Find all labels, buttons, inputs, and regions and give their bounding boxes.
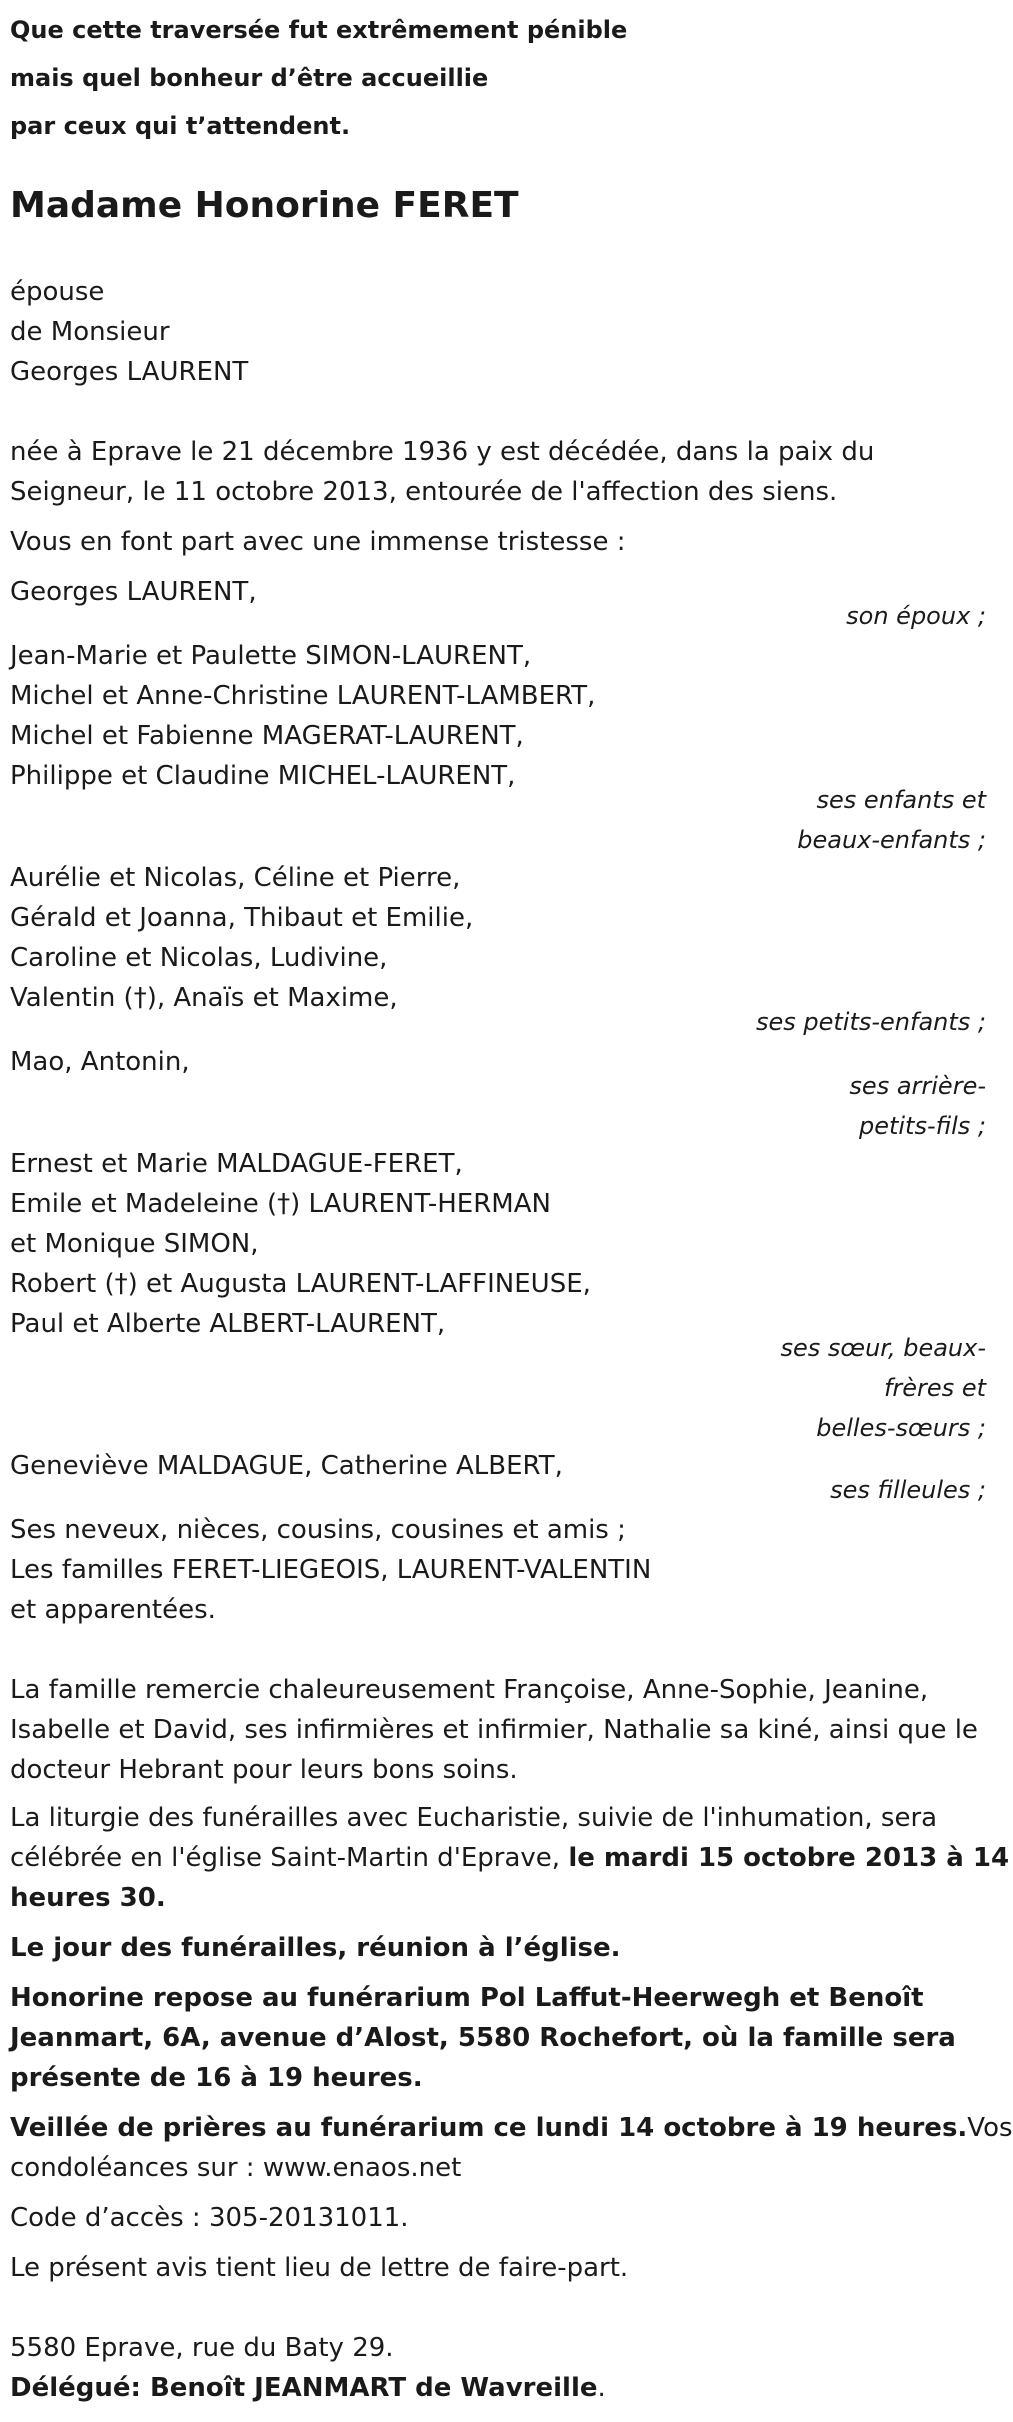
others-line: Ses neveux, nièces, cousins, cousines et amis ; [10,1515,626,1545]
children-role: ses enfants et [816,786,986,814]
grandchild-line: Caroline et Nicolas, Ludivine, [10,943,388,973]
spouse-line: épouse [10,277,105,307]
liturgy-place: célébrée en l'église Saint-Martin d'Eprave, [10,1843,569,1873]
child-line: Michel et Fabienne MAGERAT-LAURENT, [10,721,524,751]
goddaughters-role: ses filleules ; [830,1476,986,1504]
child-line: Jean-Marie et Paulette SIMON-LAURENT, [10,641,532,671]
quote-line: mais quel bonheur d’être accueillie [10,64,489,92]
delegate [10,2368,606,2408]
funerarium-line: Honorine repose au funérarium Pol Laffut-Heerwegh et Benoît [10,1983,924,2013]
spouse-name: Georges LAURENT, [10,577,257,607]
spouse-role: son époux ; [846,602,986,630]
thanks-line: Isabelle et David, ses infirmières et infirmier, Nathalie sa kiné, ainsi que le [10,1715,978,1745]
liturgy-date: le mardi 15 octobre 2013 à 14 [568,1843,1010,1873]
condolences-website: condoléances sur : www.enaos.net [10,2153,462,2183]
children-role: beaux-enfants ; [797,826,986,854]
liturgy-line [10,1838,1009,1878]
goddaughters: Geneviève MALDAGUE, Catherine ALBERT, [10,1451,563,1481]
thanks-line: La famille remercie chaleureusement Françoise, Anne-Sophie, Jeanine, [10,1675,929,1705]
delegate-name: Délégué: Benoît JEANMART de Wavreille [10,2373,598,2403]
spouse-line: Georges LAURENT [10,357,249,387]
child-line: Philippe et Claudine MICHEL-LAURENT, [10,761,516,791]
grandchild-line: Valentin (†), Anaïs et Maxime, [10,983,398,1013]
opening-quote [10,6,627,150]
quote-line: par ceux qui t’attendent. [10,112,351,140]
notice: Le présent avis tient lieu de lettre de faire-part. [10,2253,629,2283]
address: 5580 Eprave, rue du Baty 29. [10,2333,394,2363]
spouse-line: de Monsieur [10,317,170,347]
great-grandchildren-role: ses arrière- [849,1072,986,1100]
sibling-line: Robert (†) et Augusta LAURENT-LAFFINEUSE, [10,1269,591,1299]
sibling-line: et Monique SIMON, [10,1229,259,1259]
child-line: Michel et Anne-Christine LAURENT-LAMBERT, [10,681,596,711]
birth-death-line: Seigneur, le 11 octobre 2013, entourée de l'affection des siens. [10,477,838,507]
grandchild-line: Aurélie et Nicolas, Céline et Pierre, [10,863,461,893]
deceased-name: Madame Honorine FERET [10,185,519,226]
siblings-role: frères et [883,1374,986,1402]
thanks-line: docteur Hebrant pour leurs bons soins. [10,1755,518,1785]
grandchildren-role: ses petits-enfants ; [755,1008,986,1036]
liturgy-line: La liturgie des funérailles avec Eucharistie, suivie de l'inhumation, sera [10,1803,938,1833]
liturgy-time: heures 30. [10,1883,166,1913]
birth-death-line: née à Eprave le 21 décembre 1936 y est décédée, dans la paix du [10,437,875,467]
others-line: et apparentées. [10,1595,216,1625]
vigil-condolences: Vos [967,2113,1013,2143]
meeting-info: Le jour des funérailles, réunion à l’église. [10,1933,621,1963]
access-code: Code d’accès : 305-20131011. [10,2203,409,2233]
great-grandchildren-role: petits-fils ; [858,1112,986,1140]
funerarium-line: présente de 16 à 19 heures. [10,2063,423,2093]
sibling-line: Ernest et Marie MALDAGUE-FERET, [10,1149,463,1179]
delegate-period: . [597,2373,606,2403]
vigil-line [10,2108,1013,2148]
announcement: Vous en font part avec une immense tristesse : [10,527,626,557]
sibling-line: Emile et Madeleine (†) LAURENT-HERMAN [10,1189,551,1219]
great-grandchildren: Mao, Antonin, [10,1047,190,1077]
siblings-role: ses sœur, beaux- [780,1334,986,1362]
funerarium-line: Jeanmart, 6A, avenue d’Alost, 5580 Rochefort, où la famille sera [10,2023,956,2053]
others-line: Les familles FERET-LIEGEOIS, LAURENT-VALENTIN [10,1555,652,1585]
grandchild-line: Gérald et Joanna, Thibaut et Emilie, [10,903,474,933]
siblings-role: belles-sœurs ; [816,1414,986,1442]
sibling-line: Paul et Alberte ALBERT-LAURENT, [10,1309,446,1339]
vigil-info: Veillée de prières au funérarium ce lundi 14 octobre à 19 heures. [10,2113,968,2143]
quote-line: Que cette traversée fut extrêmement pénible [10,16,628,44]
